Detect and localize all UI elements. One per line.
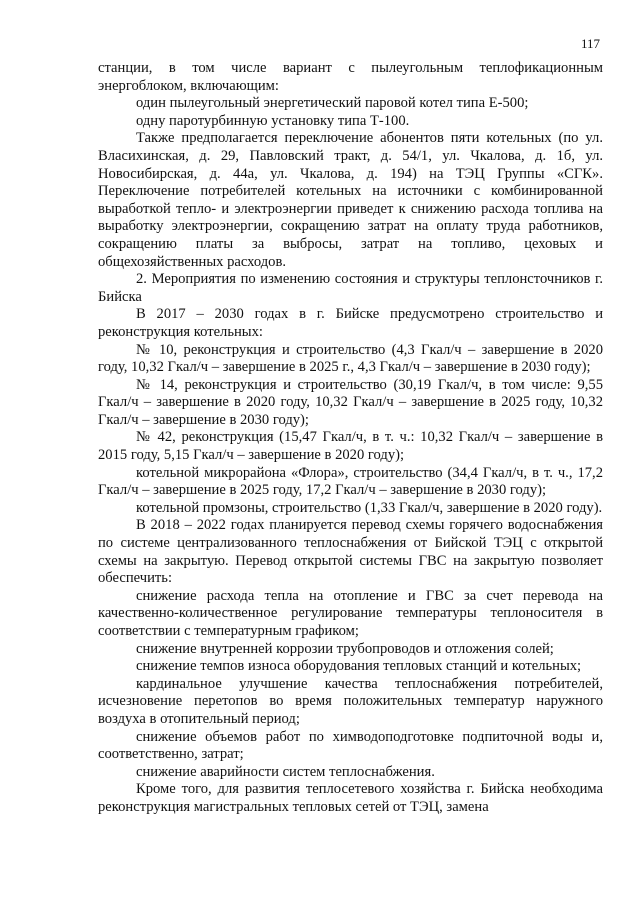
paragraph: одну паротурбинную установку типа Т-100. — [136, 112, 410, 129]
paragraph: 2. Мероприятия по изменению состояния и структуры теплонсточников г. Бийска — [98, 271, 603, 305]
paragraph: кардинальное улучшение качества теплоснабжения потребителей, исчезновение перетопов во время положительных температур наружного воздуха в отопительный период; — [98, 675, 603, 727]
paragraph: Кроме того, для развития теплосетевого хозяйства г. Бийска необходима реконструкция магистральных тепловых сетей от ТЭЦ, замена — [98, 781, 603, 815]
paragraph: котельной промзоны, строительство (1,33 Гкал/ч, завершение в 2020 году). — [136, 499, 603, 516]
paragraph: один пылеугольный энергетический паровой котел типа Е-500; — [136, 95, 529, 112]
paragraph: № 42, реконструкция (15,47 Гкал/ч, в т. ч.: 10,32 Гкал/ч – завершение в 2015 году, 5,15 Гкал/ч – завершение в 2020 году); — [98, 429, 603, 464]
paragraph: котельной микрорайона «Флора», строительство (34,4 Гкал/ч, в т. ч., 17,2 Гкал/ч – завершение в 2025 году, 17,2 Гкал/ч – завершение в 2030 году); — [98, 464, 603, 499]
paragraph: снижение аварийности систем теплоснабжения. — [136, 763, 435, 780]
paragraph: № 14, реконструкция и строительство (30,19 Гкал/ч, в том числе: 9,55 Гкал/ч – завершение в 2020 году, 10,32 Гкал/ч – завершение в 2025 году, 10,32 Гкал/ч – завершение в 2030 году); — [98, 376, 603, 428]
paragraph: В 2018 – 2022 годах планируется перевод схемы горячего водоснабжения по системе централизованного теплоснабжения от Бийской ТЭЦ с открытой схемы на закрытую. Перевод открытой системы ГВС на закрытую позволяет обеспечить: — [98, 517, 603, 587]
page-number: 117 — [581, 36, 601, 51]
paragraph: снижение внутренней коррозии трубопроводов и отложения солей; — [136, 640, 554, 657]
paragraph: снижение объемов работ по химводоподготовке подпиточной воды и, соответственно, затрат; — [98, 728, 603, 763]
paragraph: станции, в том числе вариант с пылеугольным теплофикационным энергоблоком, включающим: — [98, 60, 603, 94]
paragraph: В 2017 – 2030 годах в г. Бийске предусмотрено строительство и реконструкция котельных: — [98, 306, 603, 340]
document-body — [98, 60, 603, 817]
paragraph: № 10, реконструкция и строительство (4,3 Гкал/ч – завершение в 2020 году, 10,32 Гкал/ч – завершение в 2025 г., 4,3 Гкал/ч – завершение в 2030 году); — [98, 341, 603, 376]
paragraph: снижение темпов износа оборудования тепловых станций и котельных; — [136, 658, 582, 675]
paragraph: Также предполагается переключение абонентов пяти котельных (по ул. Власихинская, д. 29, Павловский тракт, д. 54/1, ул. Чкалова, д. 1б, ул. Новосибирская, д. 44а, ул. Чкалова, д. 194) на ТЭЦ Группы «СГК». Переключение потребителей котельных на источники с комбинированной выработкой тепло- и электроэнергии приведет к снижению расхода топлива на выработку электроэнергии, сокращению затрат на оплату труда работников, сокращению платы за выбросы, затрат на топливо, цеховых и общехозяйственных расходов. — [98, 130, 603, 270]
paragraph: снижение расхода тепла на отопление и ГВС за счет перевода на качественно-количественное регулирование температуры теплоносителя в соответствии с температурным графиком; — [98, 587, 603, 639]
